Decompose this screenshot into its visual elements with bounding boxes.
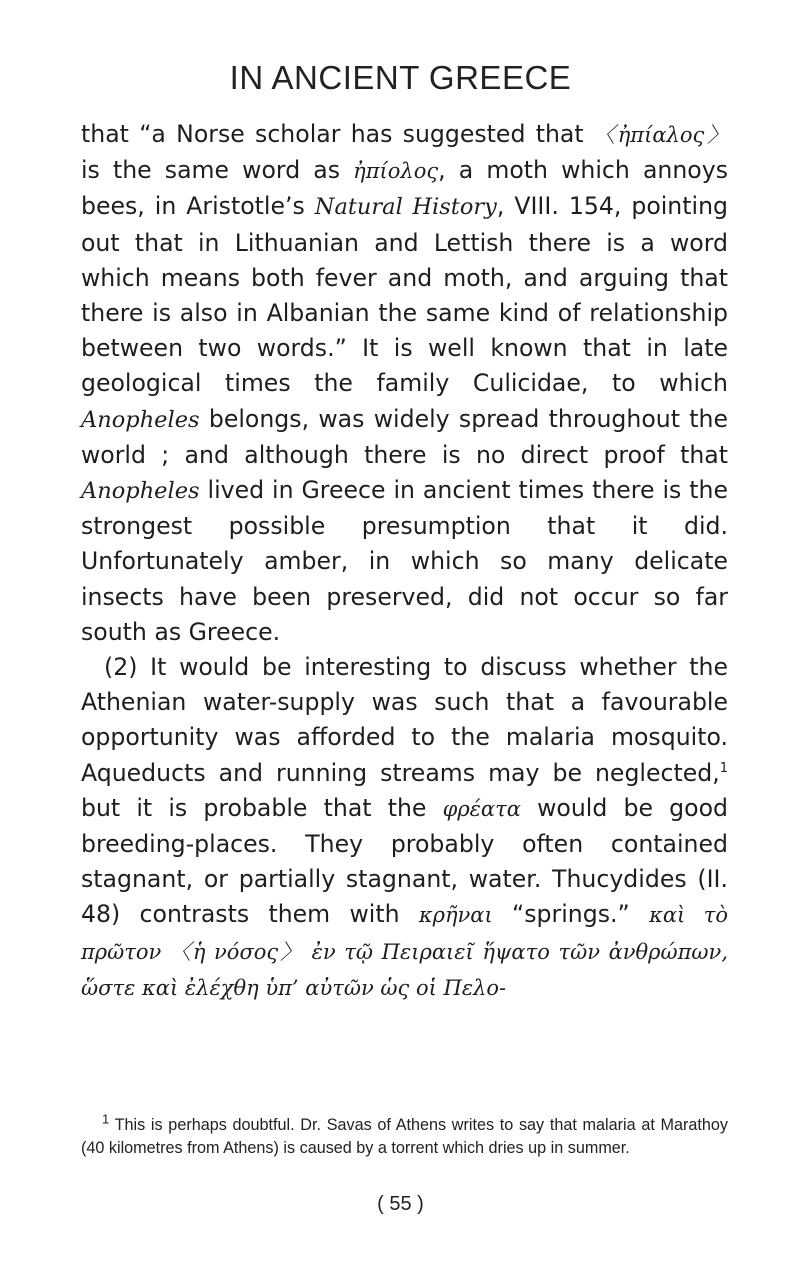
genus-name: Anopheles <box>81 406 200 433</box>
greek-word: κρῆναι <box>418 903 493 928</box>
paragraph-1 <box>81 117 728 650</box>
text-run: (2) It would be interesting to discuss whether the Athenian water-supply was such that a favourable opportunity was afforded to the malaria mosquito. Aqueducts and running streams may be neglected, <box>81 653 728 787</box>
genus-name: Anopheles <box>81 478 200 505</box>
page-number: ( 55 ) <box>377 1193 424 1215</box>
book-title: Natural History <box>314 194 497 221</box>
greek-word: ἠπίολος <box>353 159 439 184</box>
text-run: , a moth which annoys bees, in Aristotle’s <box>81 156 729 221</box>
running-head: IN ANCIENT GREECE <box>229 59 572 96</box>
footnote-reference: 1 <box>719 760 728 776</box>
text-run: that “a Norse scholar has suggested that <box>81 120 594 148</box>
footnotes <box>81 1111 728 1160</box>
text-run: belongs, was widely spread throughout the world ; and although there is no direct proof that <box>81 404 728 469</box>
paragraph-2 <box>81 650 728 1006</box>
text-run: would be good breeding-places. They probably often contained stagnant, or partially stagnant, water. Thucydides (II. 48) contrasts them with <box>81 793 728 929</box>
text-run: “springs.” <box>492 900 650 929</box>
greek-quotation: καὶ τὸ πρῶτον 〈ἡ νόσος〉 ἐν τῷ Πειραιεῖ ἥψατο τῶν ἀνθρώπων, ὥστε καὶ ἐλέχθη ὑπ’ αὐτῶν ὡς οἱ Πελο- <box>81 903 728 1000</box>
greek-word: 〈ἠπίαλος〉 <box>593 123 729 147</box>
text-run: lived in Greece in ancient times there is the strongest possible presumption that it did. Unfortunately amber, in which so many delicate insects have been preserved, did not occur so far south as Greece. <box>81 476 728 646</box>
footnote-marker: 1 <box>102 1111 110 1127</box>
footnote-text: This is perhaps doubtful. Dr. Savas of Athens writes to say that malaria at Marathoy (40 kilometres from Athens) is caused by a torrent which dries up in summer. <box>81 1116 728 1157</box>
footnote <box>81 1111 728 1160</box>
greek-word: φρέατα <box>442 796 521 821</box>
text-run: is the same word as <box>81 156 354 185</box>
body-text <box>81 117 728 1006</box>
text-run: , VIII. 154, pointing out that in Lithuanian and Lettish there is a word which means both fever and moth, and arguing that there is also in Albanian the same kind of relationship between two words.” It is well known that in late geological times the family Culicidae, to which <box>81 192 728 398</box>
text-run: but it is probable that the <box>81 793 443 822</box>
